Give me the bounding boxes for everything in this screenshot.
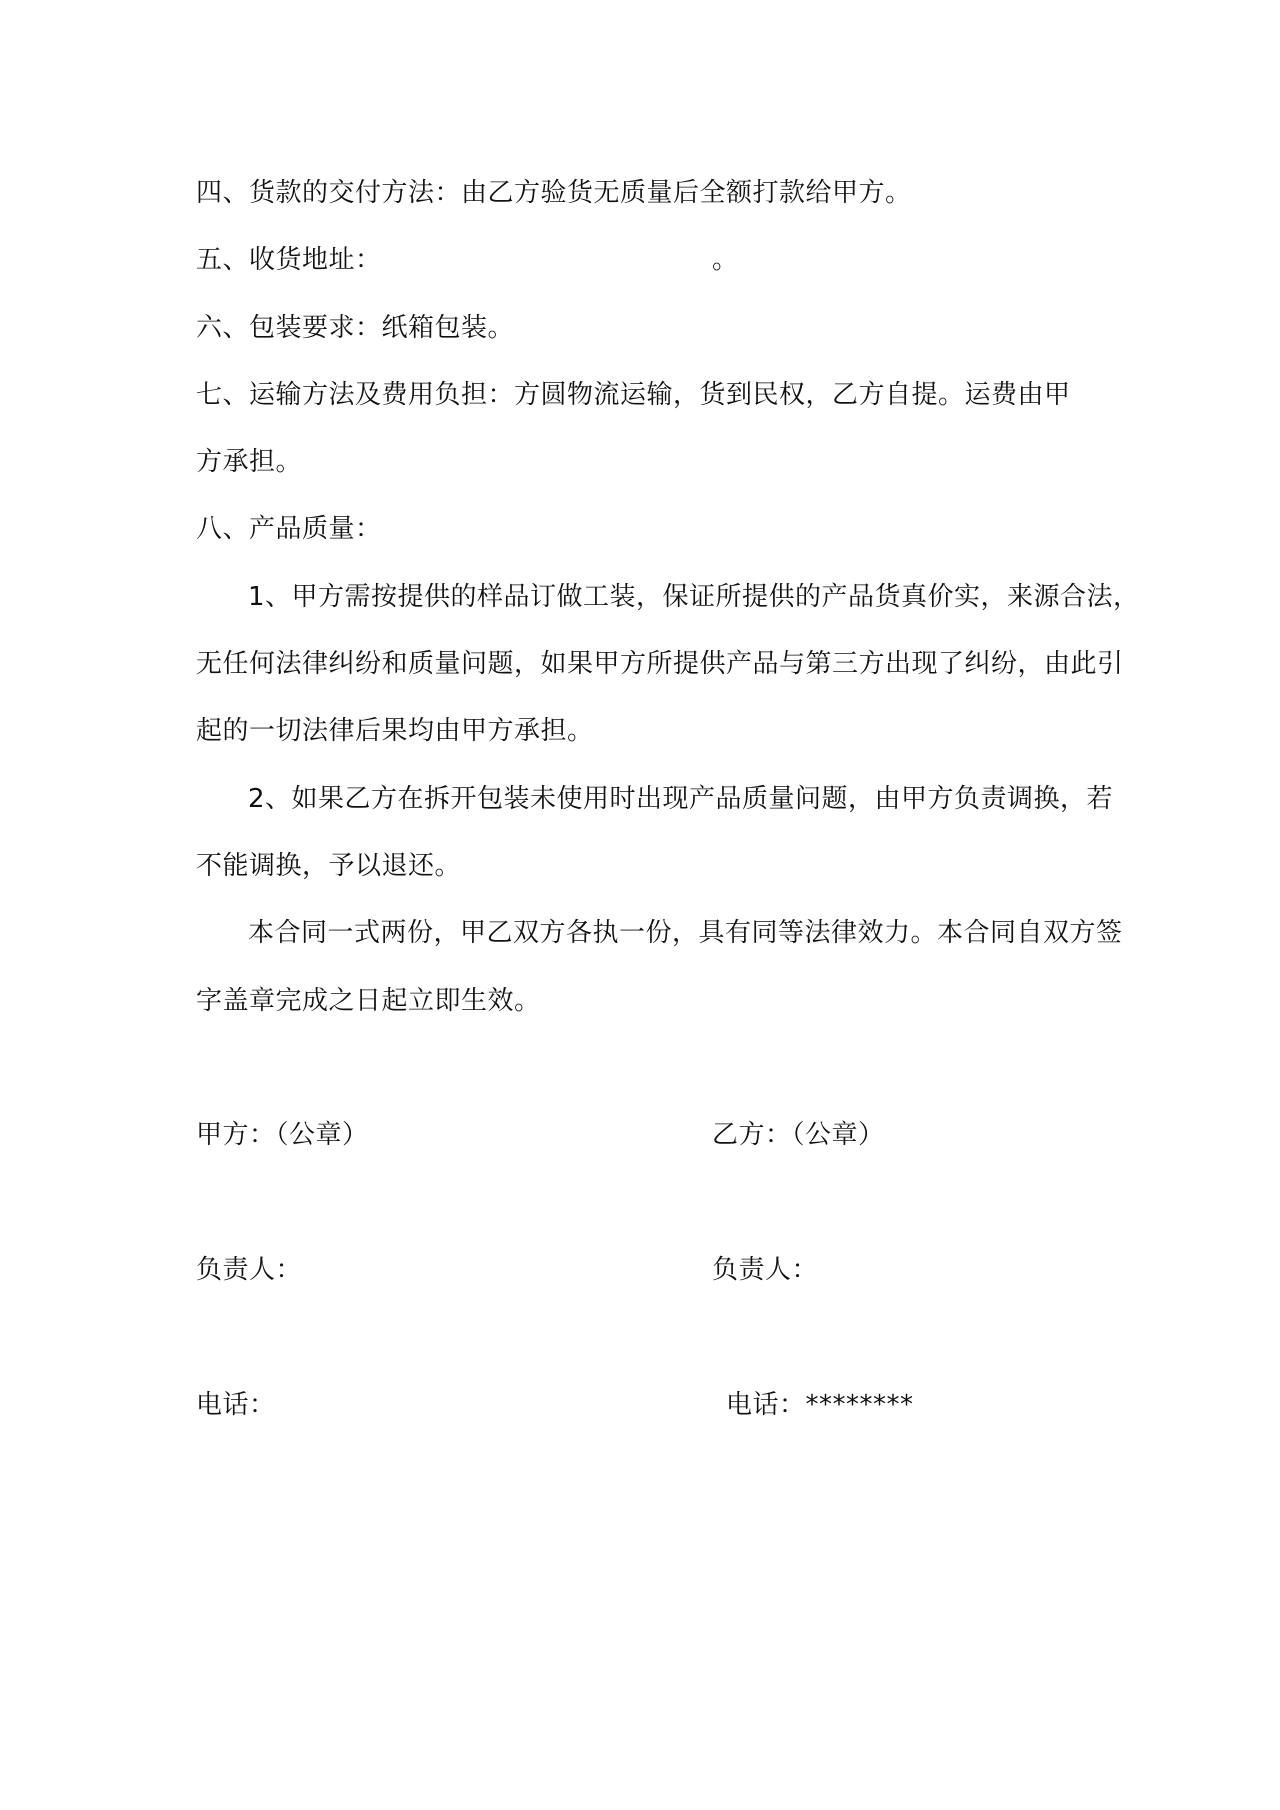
party-b-seal: 乙方：（公章）: [712, 1120, 885, 1150]
party-a-seal: 甲方：（公章）: [196, 1120, 369, 1150]
clause-8-item1-line2: 无任何法律纠纷和质量问题，如果甲方所提供产品与第三方出现了纠纷，由此引: [196, 649, 1124, 679]
clause-8-item1-line3: 起的一切法律后果均由甲方承担。: [196, 716, 594, 746]
clause-8-item2-line1: 2、如果乙方在拆开包装未使用时出现产品质量问题，由甲方负责调换，若: [248, 784, 1114, 814]
clause-8-item2-line2: 不能调换，予以退还。: [196, 851, 462, 881]
clause-5-delivery-address-label: 五、收货地址：: [196, 245, 382, 275]
party-a-phone: 电话：: [196, 1390, 276, 1420]
closing-line1: 本合同一式两份，甲乙双方各执一份，具有同等法律效力。本合同自双方签: [248, 918, 1123, 948]
party-a-person-in-charge: 负责人：: [196, 1255, 303, 1285]
party-b-person-in-charge: 负责人：: [712, 1255, 819, 1285]
clause-7-transport-line1: 七、运输方法及费用负担：方圆物流运输，货到民权，乙方自提。运费由甲: [196, 380, 1071, 410]
clause-7-transport-line2: 方承担。: [196, 447, 303, 477]
clause-8-item1-line1: 1、甲方需按提供的样品订做工装，保证所提供的产品货真价实，来源合法，: [248, 582, 1140, 612]
closing-line2: 字盖章完成之日起立即生效。: [196, 986, 541, 1016]
party-b-phone: 电话：********: [726, 1390, 914, 1420]
clause-8-heading: 八、产品质量：: [196, 514, 382, 544]
clause-4-payment-method: 四、货款的交付方法：由乙方验货无质量后全额打款给甲方。: [196, 178, 912, 208]
clause-6-packaging: 六、包装要求：纸箱包装。: [196, 313, 515, 343]
clause-5-delivery-address-end: 。: [712, 245, 739, 275]
